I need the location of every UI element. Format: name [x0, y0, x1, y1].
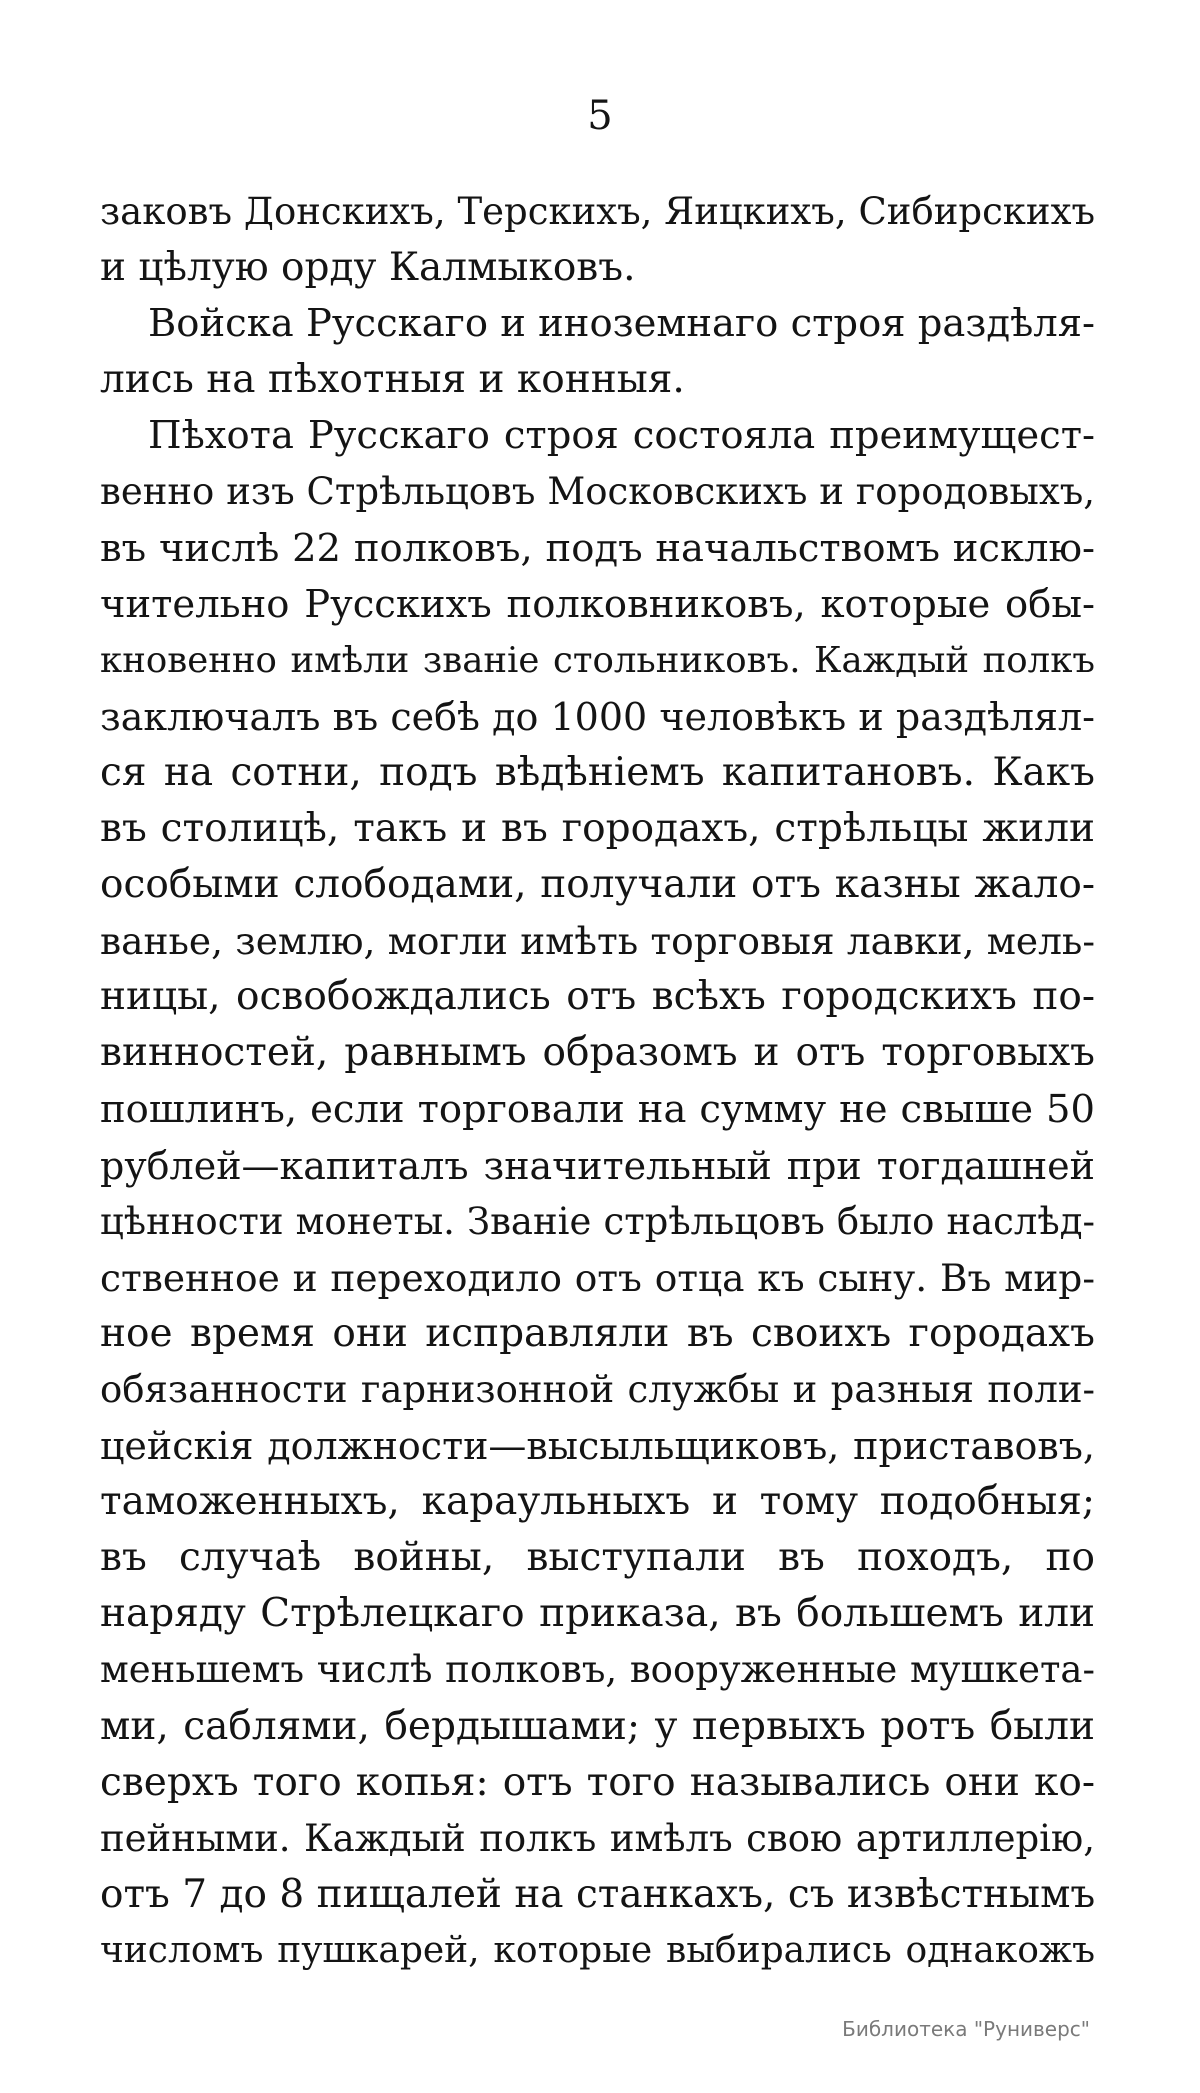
- page-number: 5: [587, 93, 613, 139]
- text-line: Войска Русскаго и иноземнаго строя раздѣля-: [148, 301, 1096, 347]
- text-line: заключалъ въ себѣ до 1000 человѣкъ и раздѣлял-: [100, 694, 1095, 739]
- text-line: и цѣлую орду Калмыковъ.: [100, 245, 636, 291]
- body-text: [100, 184, 1095, 1979]
- text-line: пошлинъ, если торговали на сумму не свыше 50: [100, 1086, 1095, 1132]
- text-line: цейскія должности—высыльщиковъ, приставовъ,: [100, 1424, 1095, 1469]
- text-line: кновенно имѣли званіе стольниковъ. Каждый полкъ: [100, 639, 1095, 681]
- text-line: особыми слободами, получали отъ казны жало-: [100, 862, 1095, 908]
- text-line: числомъ пушкарей, которые выбирались однакожъ: [100, 1929, 1095, 1971]
- text-line: въ числѣ 22 полковъ, подъ начальствомъ исклю-: [100, 525, 1095, 571]
- text-line: ми, саблями, бердышами; у первыхъ ротъ были: [100, 1703, 1095, 1749]
- text-line: лись на пѣхотныя и конныя.: [100, 357, 685, 403]
- text-line: сверхъ того копья: отъ того назывались они ко-: [100, 1759, 1095, 1805]
- text-line: заковъ Донскихъ, Терскихъ, Яицкихъ, Сибирскихъ: [100, 190, 1095, 233]
- text-line: въ столицѣ, такъ и въ городахъ, стрѣльцы жили: [100, 806, 1095, 852]
- text-line: винностей, равнымъ образомъ и отъ торговыхъ: [100, 1030, 1095, 1076]
- text-line: цѣнности монеты. Званіе стрѣльцовъ было наслѣд-: [100, 1199, 1095, 1243]
- text-line: пейными. Каждый полкъ имѣлъ свою артиллерію,: [100, 1816, 1095, 1860]
- text-line: меньшемъ числѣ полковъ, вооруженные мушкета-: [100, 1648, 1095, 1692]
- library-watermark: Библиотека "Руниверс": [842, 2017, 1090, 2041]
- text-line: ницы, освобождались отъ всѣхъ городскихъ по-: [100, 974, 1095, 1020]
- text-line: ванье, землю, могли имѣть торговыя лавки, мель-: [100, 919, 1095, 964]
- text-line: въ случаѣ войны, выступали въ походъ, по: [100, 1535, 1095, 1581]
- text-line: ное время они исправляли въ своихъ городахъ: [100, 1310, 1095, 1356]
- text-line: Пѣхота Русскаго строя состояла преимущест-: [148, 413, 1095, 459]
- text-line: наряду Стрѣлецкаго приказа, въ большемъ или: [100, 1591, 1095, 1637]
- text-line: отъ 7 до 8 пищалей на станкахъ, съ извѣстнымъ: [100, 1871, 1096, 1917]
- text-line: ственное и переходило отъ отца къ сыну. Въ мир-: [100, 1255, 1095, 1300]
- text-line: обязанности гарнизонной службы и разныя поли-: [100, 1367, 1095, 1411]
- text-line: рублей—капиталъ значительный при тогдашней: [100, 1143, 1095, 1188]
- text-line: таможенныхъ, караульныхъ и тому подобныя;: [100, 1479, 1095, 1525]
- text-line: венно изъ Стрѣльцовъ Московскихъ и городовыхъ,: [100, 470, 1095, 514]
- text-line: чительно Русскихъ полковниковъ, которые обы-: [100, 581, 1095, 627]
- text-line: ся на сотни, подъ вѣдѣніемъ капитановъ. Какъ: [100, 749, 1095, 795]
